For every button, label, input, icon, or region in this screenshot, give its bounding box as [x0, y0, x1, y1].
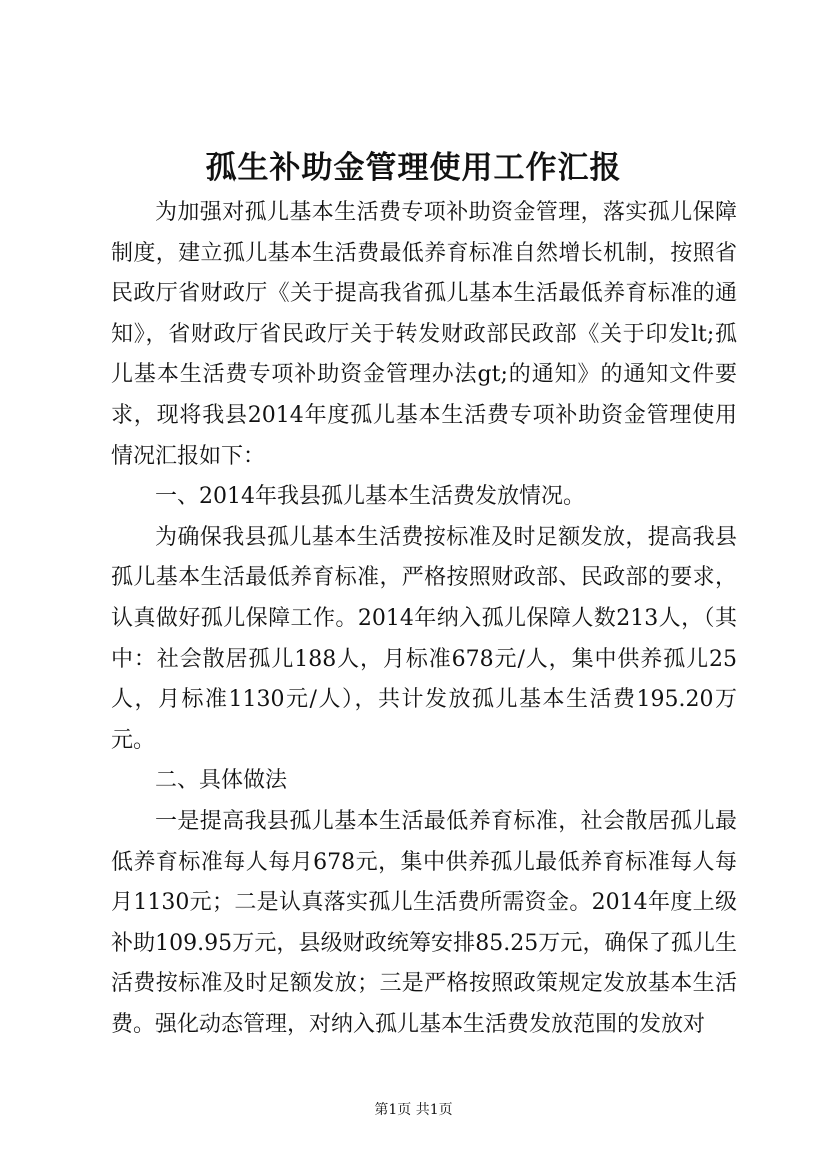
section-heading-1: 一、2014年我县孤儿基本生活费发放情况。: [155, 484, 585, 510]
paragraph-intro: 为加强对孤儿基本生活费专项补助资金管理，落实孤儿保障制度，建立孤儿基本生活费最低养育标准自然增长机制，按照省民政厅省财政厅《关于提高我省孤儿基本生活最低养育标准的通知》，省财政厅省民政厅关于转发财政部民政部《关于印发lt;孤儿基本生活费专项补助资金管理办法gt;的通知》的通知文件要求，现将我县2014年度孤儿基本生活费专项补助资金管理使用情况汇报如下：: [111, 200, 737, 469]
paragraph-distribution: 为确保我县孤儿基本生活费按标准及时足额发放，提高我县孤儿基本生活最低养育标准，严格按照财政部、民政部的要求，认真做好孤儿保障工作。2014年纳入孤儿保障人数213人，（其中：社会散居孤儿188人，月标准678元/人，集中供养孤儿25人，月标准1130元/人），共计发放孤儿基本生活费195.20万元。: [111, 524, 737, 753]
document-body: [111, 193, 737, 1045]
paragraph-measures: 一是提高我县孤儿基本生活最低养育标准，社会散居孤儿最低养育标准每人每月678元，集中供养孤儿最低养育标准每人每月1130元；二是认真落实孤儿生活费所需资金。2014年度上级补助109.95万元，县级财政统筹安排85.25万元，确保了孤儿生活费按标准及时足额发放；三是严格按照政策规定发放基本生活费。强化动态管理，对纳入孤儿基本生活费发放范围的发放对: [111, 808, 737, 1037]
section-heading-2: 二、具体做法: [155, 768, 288, 794]
page-footer: 第1页 共1页: [374, 1102, 453, 1118]
document-title: 孤生补助金管理使用工作汇报: [205, 150, 622, 186]
